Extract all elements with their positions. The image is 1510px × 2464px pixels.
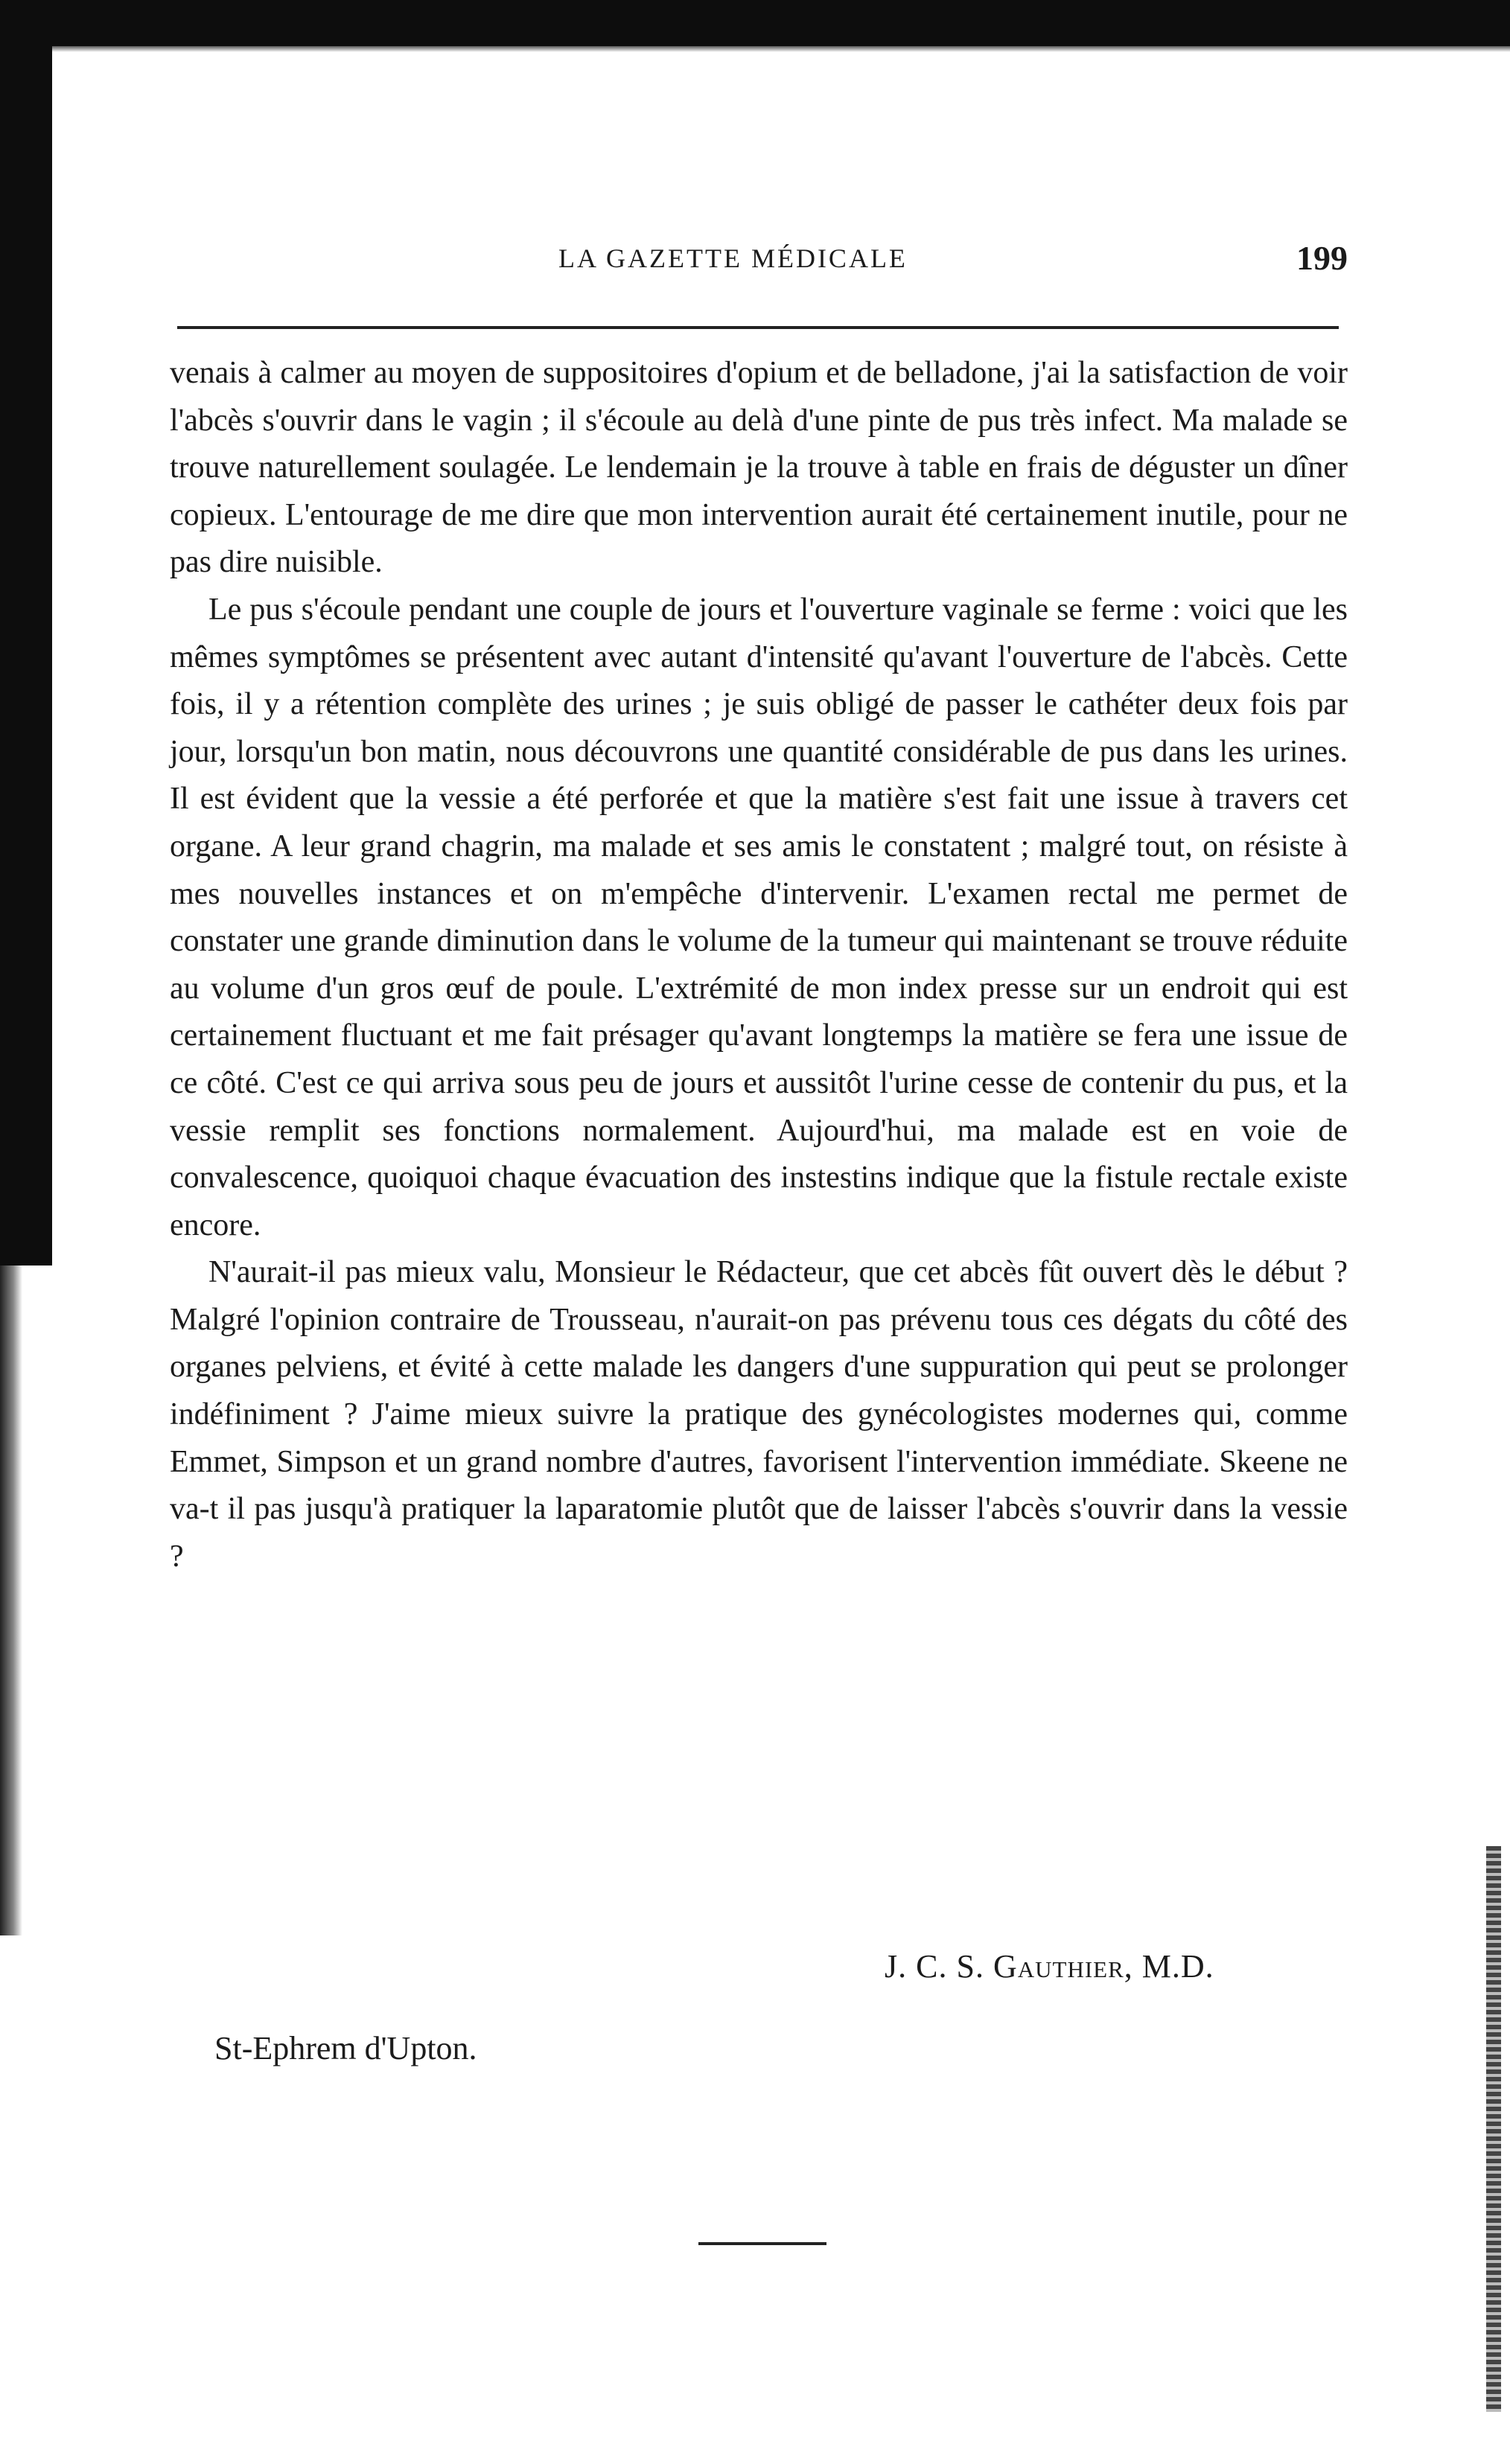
end-rule — [698, 2242, 826, 2245]
signature-suffix: , M.D. — [1124, 1948, 1214, 1985]
page-header — [171, 238, 1348, 283]
scan-edge-shadow — [52, 46, 1510, 52]
author-signature — [885, 1947, 1214, 1985]
scan-edge-left — [0, 0, 52, 1265]
article-body — [170, 350, 1348, 1580]
paragraph-1: venais à calmer au moyen de suppositoires d'opium et de belladone, j'ai la satisfaction de voir l'abcès s'ouvrir dans le vagin ; il s'écoule au delà d'une pinte de pus très infect. Ma malade se trouve naturellement soulagée. Le lendemain je la trouve à table en frais de déguster un dîner copieux. L'entourage de me dire que mon intervention aurait été certainement inutile, pour ne pas dire nuisible. — [170, 356, 1348, 580]
place-line: St-Ephrem d'Upton. — [214, 2030, 477, 2066]
scan-edge-right — [1486, 1846, 1501, 2412]
paragraph-3: N'aurait-il pas mieux valu, Monsieur le Rédacteur, que cet abcès fût ouvert dès le début ? Malgré l'opinion contraire de Trousseau, n'aurait-on pas prévenu tous ces dégats du côté des organes pelviens, et évité à cette malade les dangers d'une suppuration qui peut se prolonger indéfiniment ? J'aime mieux suivre la pratique des gynécologistes modernes qui, comme Emmet, Simpson et un grand nombre d'autres, favorisent l'intervention immédiate. Skeene ne va-t il pas jusqu'à pratiquer la laparatomie plutôt que de laisser l'abcès s'ouvrir dans la vessie ? — [170, 1255, 1348, 1574]
running-head: LA GAZETTE MÉDICALE — [558, 243, 908, 273]
signature-surname: Gauthier — [993, 1948, 1124, 1985]
header-rule — [177, 326, 1339, 329]
page-number: 199 — [1296, 239, 1348, 277]
scan-edge-top — [52, 0, 1510, 46]
signature-initials: J. C. S. — [885, 1948, 993, 1985]
scan-edge-left-fade — [0, 1265, 22, 1935]
paragraph-2: Le pus s'écoule pendant une couple de jours et l'ouverture vaginale se ferme : voici que les mêmes symptômes se présentent avec autant d'intensité qu'avant l'ouverture de l'abcès. Cette fois, il y a rétention complète des urines ; je suis obligé de passer le cathéter deux fois par jour, lorsqu'un bon matin, nous découvrons une quantité considérable de pus dans les urines. Il est évident que la vessie a été perforée et que la matière s'est fait une issue à travers cet organe. A leur grand chagrin, ma malade et ses amis le constatent ; malgré tout, on résiste à mes nouvelles instances et on m'empêche d'intervenir. L'examen rectal me permet de constater une grande diminution dans le volume de la tumeur qui maintenant se trouve réduite au volume d'un gros œuf de poule. L'extrémité de mon index presse sur un endroit qui est certainement fluctuant et me fait présager qu'avant longtemps la matière se fera une issue de ce côté. C'est ce qui arriva sous peu de jours et aussitôt l'urine cesse de contenir du pus, et la vessie remplit ses fonctions normalement. Aujourd'hui, ma malade est en voie de convalescence, quoiquoi chaque évacuation des instestins indique que la fistule rectale existe encore. — [170, 592, 1348, 1242]
